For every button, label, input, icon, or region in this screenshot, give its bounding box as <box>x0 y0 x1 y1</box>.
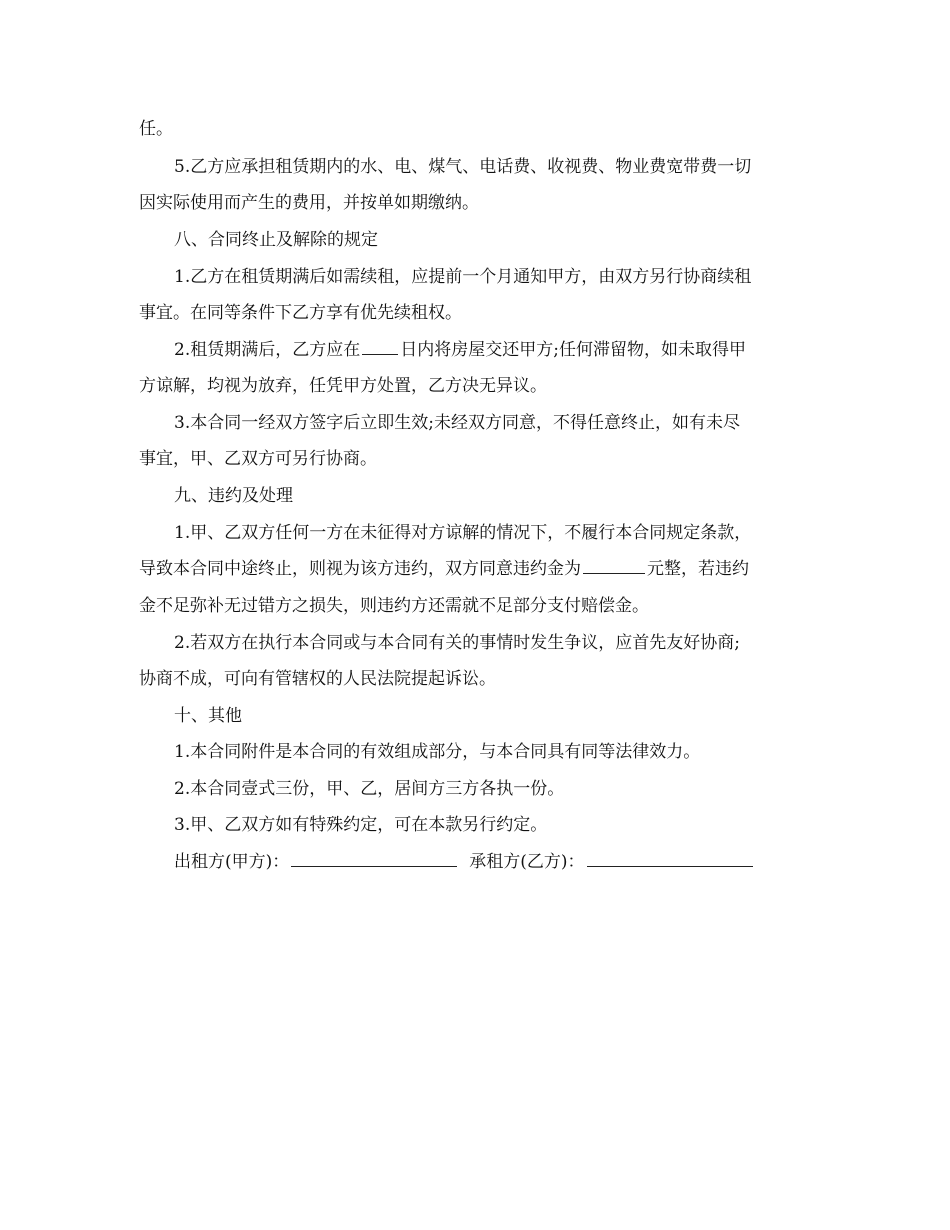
heading-text: 九、违约及处理 <box>174 486 293 506</box>
text-line <box>139 302 819 324</box>
line-text: 1.乙方在租赁期满后如需续租，应提前一个月通知甲方，由双方另行协商续租 <box>174 267 752 287</box>
signature-line <box>174 851 854 873</box>
blank-penalty-amount <box>583 558 645 574</box>
line-text: 事宜，甲、乙双方可另行协商。 <box>139 449 377 469</box>
line-text: 2.本合同壹式三份，甲、乙，居间方三方各执一份。 <box>174 779 565 799</box>
line-text: 导致本合同中途终止，则视为该方违约，双方同意违约金为 <box>139 559 581 579</box>
text-line <box>174 814 854 836</box>
text-line <box>174 156 854 178</box>
line-text: 3.本合同一经双方签字后立即生效;未经双方同意，不得任意终止，如有未尽 <box>174 413 740 433</box>
line-text: 因实际使用而产生的费用，并按单如期缴纳。 <box>139 193 479 213</box>
line-text: 事宜。在同等条件下乙方享有优先续租权。 <box>139 303 462 323</box>
section-heading <box>174 229 854 251</box>
line-text: 1.本合同附件是本合同的有效组成部分，与本合同具有同等法律效力。 <box>174 742 701 762</box>
line-text: 方谅解，均视为放弃，任凭甲方处置，乙方决无异议。 <box>139 376 547 396</box>
text-line <box>174 412 854 434</box>
text-line <box>174 266 854 288</box>
blank-days <box>362 339 398 355</box>
lessee-signature-blank <box>587 851 753 867</box>
heading-text: 十、其他 <box>174 706 242 726</box>
line-text: 3.甲、乙双方如有特殊约定，可在本款另行约定。 <box>174 815 548 835</box>
text-line <box>174 778 854 800</box>
text-line <box>139 668 819 690</box>
line-text: 协商不成，可向有管辖权的人民法院提起诉讼。 <box>139 669 496 689</box>
line-text: 2.若双方在执行本合同或与本合同有关的事情时发生争议，应首先友好协商; <box>174 633 740 653</box>
line-text: 金不足弥补无过错方之损失，则违约方还需就不足部分支付赔偿金。 <box>139 596 649 616</box>
section-heading <box>174 485 854 507</box>
text-line <box>139 118 819 140</box>
line-text: 2.租赁期满后，乙方应在 <box>174 340 361 360</box>
text-line <box>139 448 819 470</box>
lessor-label: 出租方(甲方)： <box>174 852 290 872</box>
heading-text: 八、合同终止及解除的规定 <box>174 230 378 250</box>
line-text: 日内将房屋交还甲方;任何滞留物，如未取得甲 <box>400 340 746 360</box>
text-line <box>174 632 854 654</box>
text-line <box>174 339 854 361</box>
text-line <box>139 558 819 580</box>
text-line <box>174 522 854 544</box>
text-line <box>139 595 819 617</box>
line-text: 任。 <box>139 119 173 139</box>
text-line <box>139 375 819 397</box>
line-text: 元整，若违约 <box>647 559 749 579</box>
text-line <box>139 192 819 214</box>
line-text: 5.乙方应承担租赁期内的水、电、煤气、电话费、收视费、物业费宽带费一切 <box>174 157 752 177</box>
section-heading <box>174 705 854 727</box>
lessor-signature-blank <box>291 851 457 867</box>
lessee-label: 承租方(乙方)： <box>469 852 585 872</box>
text-line <box>174 741 854 763</box>
line-text: 1.甲、乙双方任何一方在未征得对方谅解的情况下，不履行本合同规定条款， <box>174 523 752 543</box>
